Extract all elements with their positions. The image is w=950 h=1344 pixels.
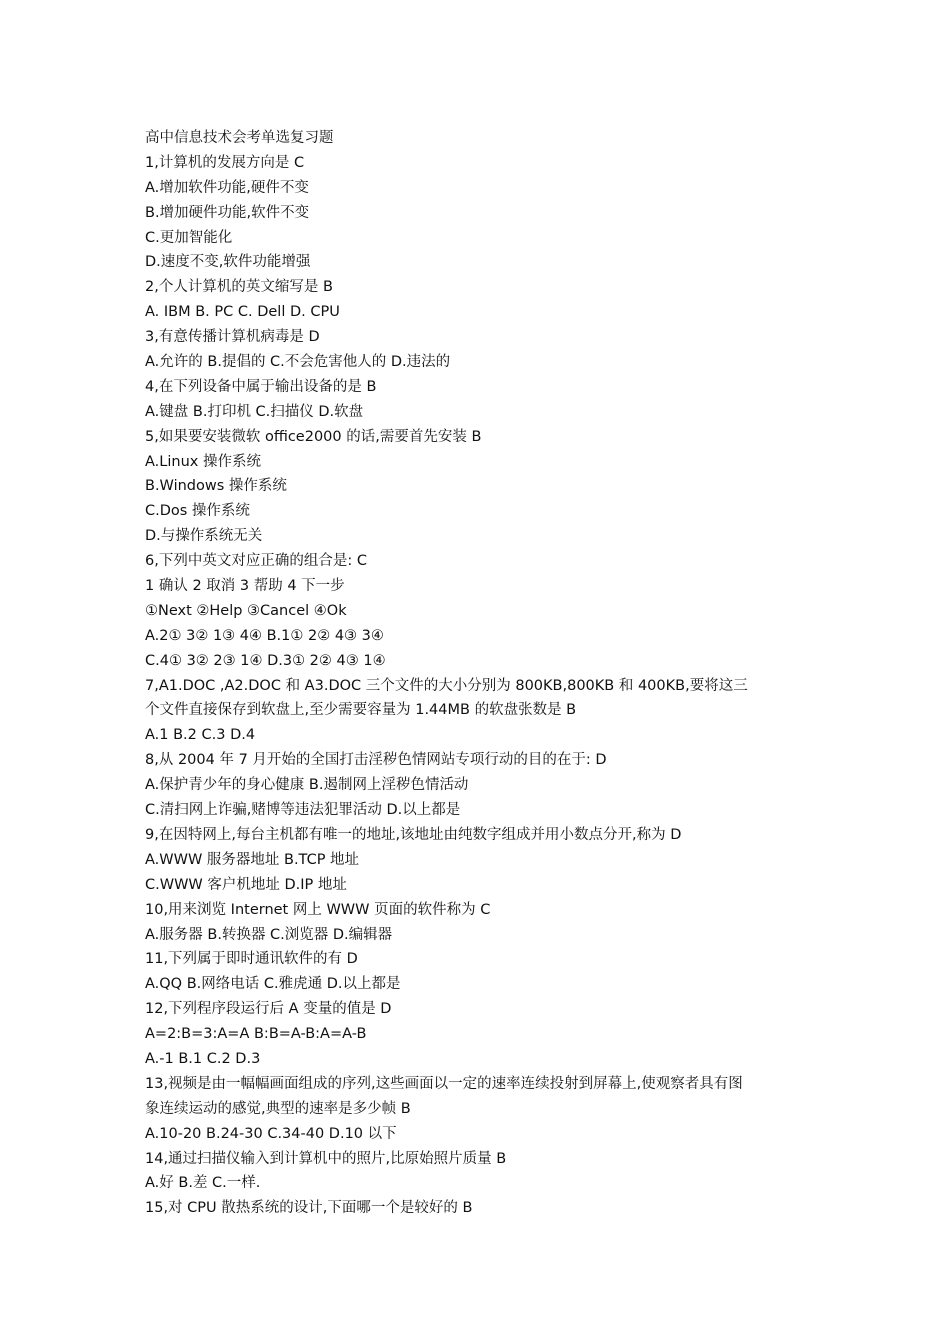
option-line: A.2① 3② 1③ 4④ B.1① 2② 4③ 3④ [145,627,384,644]
option-line: A.Linux 操作系统 [145,453,261,470]
question-11: 11,下列属于即时通讯软件的有 D [145,951,358,968]
option-line: C.4① 3② 2③ 1④ D.3① 2② 4③ 1④ [145,652,386,669]
question-3: 3,有意传播计算机病毒是 D [145,329,320,346]
question-5: 5,如果要安装微软 office2000 的话,需要首先安装 B [145,428,482,445]
option-line: A.增加软件功能,硬件不变 [145,179,309,196]
option-line: C.Dos 操作系统 [145,503,250,520]
question-7-continued: 个文件直接保存到软盘上,至少需要容量为 1.44MB 的软盘张数是 B [145,702,577,719]
question-2: 2,个人计算机的英文缩写是 B [145,279,333,296]
question-10: 10,用来浏览 Internet 网上 WWW 页面的软件称为 C [145,901,491,918]
question-8: 8,从 2004 年 7 月开始的全国打击淫秽色情网站专项行动的目的在于: D [145,752,607,769]
question-13-continued: 象连续运动的感觉,典型的速率是多少帧 B [145,1100,411,1117]
question-15: 15,对 CPU 散热系统的设计,下面哪一个是较好的 B [145,1200,473,1217]
option-line: A.好 B.差 C.一样. [145,1175,261,1192]
option-line: C.更加智能化 [145,229,233,246]
option-line: A.WWW 服务器地址 B.TCP 地址 [145,851,360,868]
option-line: A.允许的 B.提倡的 C.不会危害他人的 D.违法的 [145,354,451,371]
text-line: ①Next ②Help ③Cancel ④Ok [145,602,347,619]
option-line: A.服务器 B.转换器 C.浏览器 D.编辑器 [145,926,393,943]
option-line: D.速度不变,软件功能增强 [145,254,311,271]
question-14: 14,通过扫描仪输入到计算机中的照片,比原始照片质量 B [145,1150,507,1167]
text-line: 1 确认 2 取消 3 帮助 4 下一步 [145,578,345,595]
question-4: 4,在下列设备中属于输出设备的是 B [145,378,377,395]
option-line: B.Windows 操作系统 [145,478,287,495]
code-line: A=2:B=3:A=A B:B=A-B:A=A-B [145,1026,367,1043]
document-body [145,126,813,1221]
question-13: 13,视频是由一幅幅画面组成的序列,这些画面以一定的速率连续投射到屏幕上,使观察者具有图 [145,1075,743,1092]
option-line: A. IBM B. PC C. Dell D. CPU [145,304,340,321]
option-line: A.保护青少年的身心健康 B.遏制网上淫秽色情活动 [145,777,469,794]
option-line: A.1 B.2 C.3 D.4 [145,727,256,744]
question-7: 7,A1.DOC ,A2.DOC 和 A3.DOC 三个文件的大小分别为 800KB,800KB 和 400KB,要将这三 [145,677,748,694]
question-9: 9,在因特网上,每台主机都有唯一的地址,该地址由纯数字组成并用小数点分开,称为 D [145,826,682,843]
question-1: 1,计算机的发展方向是 C [145,154,305,171]
option-line: B.增加硬件功能,软件不变 [145,204,310,221]
option-line: A.QQ B.网络电话 C.雅虎通 D.以上都是 [145,976,401,993]
option-line: A.-1 B.1 C.2 D.3 [145,1050,261,1067]
question-6: 6,下列中英文对应正确的组合是: C [145,553,367,570]
question-12: 12,下列程序段运行后 A 变量的值是 D [145,1001,392,1018]
option-line: C.清扫网上诈骗,赌博等违法犯罪活动 D.以上都是 [145,802,461,819]
option-line: A.10-20 B.24-30 C.34-40 D.10 以下 [145,1125,397,1142]
option-line: C.WWW 客户机地址 D.IP 地址 [145,876,347,893]
option-line: D.与操作系统无关 [145,528,263,545]
document-title: 高中信息技术会考单选复习题 [145,130,334,146]
option-line: A.键盘 B.打印机 C.扫描仪 D.软盘 [145,403,364,420]
